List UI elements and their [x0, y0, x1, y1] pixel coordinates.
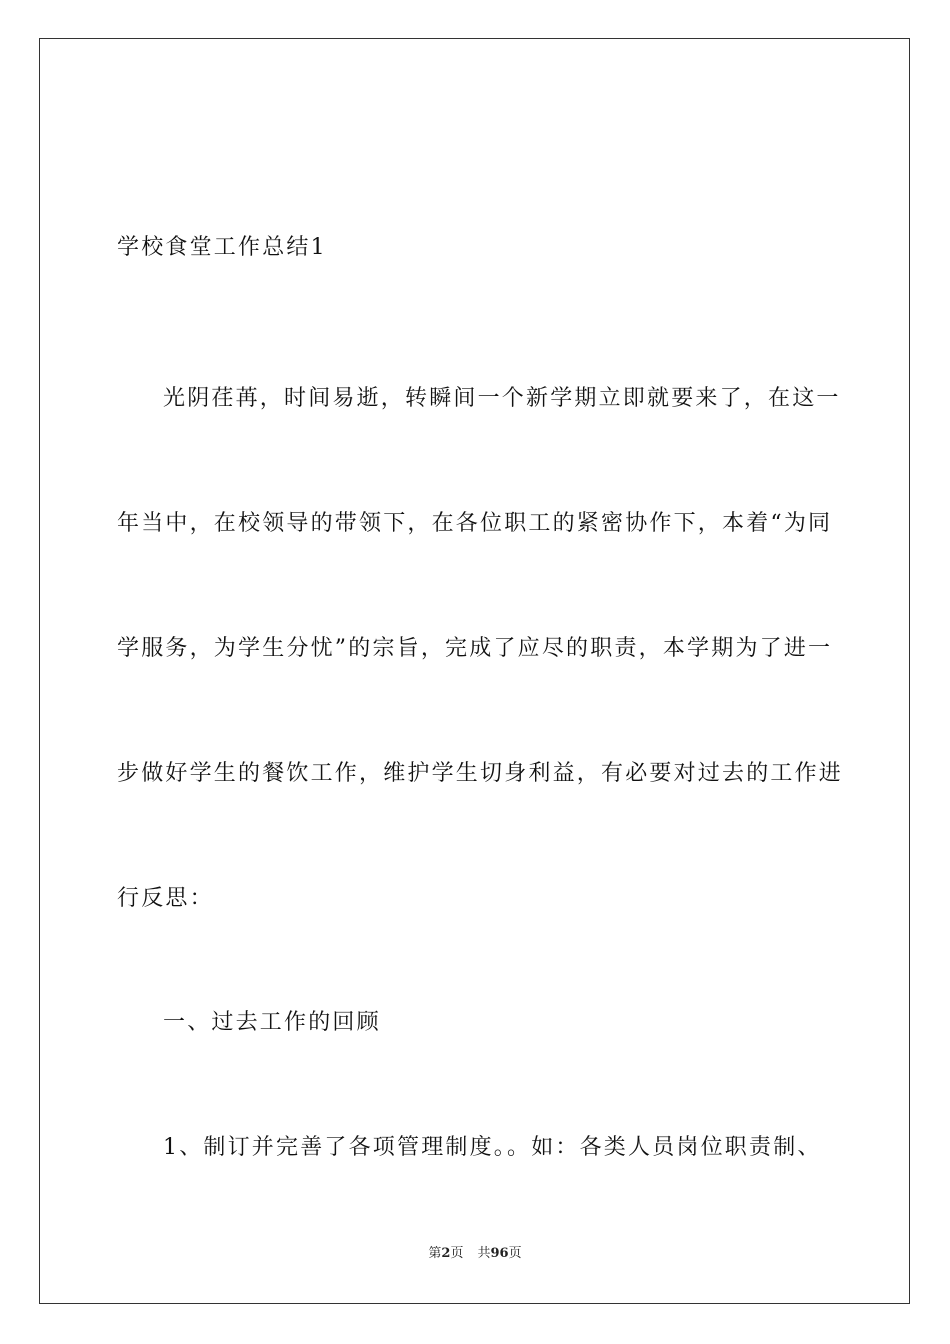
- footer-page-suffix: 页: [450, 1246, 464, 1261]
- footer-total-suffix: 页: [508, 1246, 522, 1261]
- paragraph-line-2: 年当中，在校领导的带领下，在各位职工的紧密协作下，本着“为同: [117, 511, 833, 536]
- footer-total-number: 96: [490, 1246, 509, 1261]
- section-heading: 一、过去工作的回顾: [163, 1010, 381, 1035]
- list-item-1: 1、制订并完善了各项管理制度。。如：各类人员岗位职责制、: [163, 1135, 822, 1160]
- footer-page-prefix: 第: [428, 1246, 442, 1261]
- page-footer: [0, 1245, 950, 1263]
- paragraph-line-1: 光阴荏苒，时间易逝，转瞬间一个新学期立即就要来了，在这一: [163, 386, 841, 411]
- footer-page-number: 2: [441, 1246, 451, 1261]
- document-title: 学校食堂工作总结1: [117, 235, 327, 260]
- paragraph-line-3: 学服务，为学生分忧”的宗旨，完成了应尽的职责，本学期为了进一: [117, 636, 833, 661]
- paragraph-line-5: 行反思：: [117, 886, 214, 911]
- page-border: [39, 38, 910, 1304]
- paragraph-line-4: 步做好学生的餐饮工作，维护学生切身利益，有必要对过去的工作进: [117, 761, 844, 786]
- footer-total-prefix: 共: [477, 1246, 491, 1261]
